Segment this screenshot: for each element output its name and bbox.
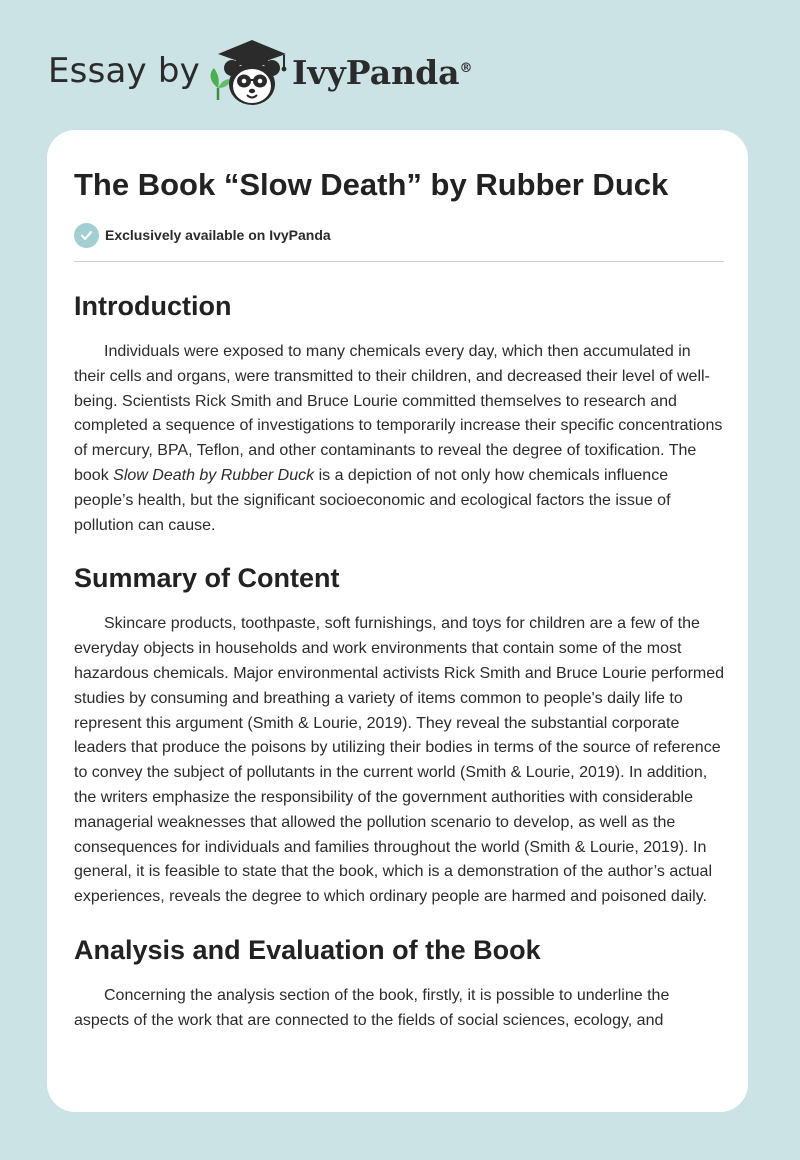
brand-name-text: IvyPanda xyxy=(292,53,460,92)
brand-name xyxy=(292,53,473,93)
brand-prefix: Essay by xyxy=(48,51,200,91)
section-paragraph: Skincare products, toothpaste, soft furnishings, and toys for children are a few of the everyday objects in households and work environments that contain some of the most hazardous chemicals. Major environmental activists Rick Smith and Bruce Lourie performed studies by consuming and breathing a variety of items common to people's daily life to represent this argument (Smith & Lourie, 2019). They reveal the substantial corporate leaders that produce the poisons by utilizing their bodies in terms of the source of reference to convey the subject of pollutants in the current world (Smith & Lourie, 2019). In addition, the writers emphasize the responsibility of the government authorities with considerable managerial weaknesses that allowed the pollution scenario to develop, as well as the consequences for individuals and families throughout the world (Smith & Lourie, 2019). In general, it is feasible to state that the book, which is a demonstration of the author’s actual experiences, reveals the degree to which ordinary people are harmed and poisoned daily. xyxy=(74,615,725,906)
brand-registered-mark: ® xyxy=(459,61,473,76)
check-circle-icon xyxy=(74,223,99,248)
section-paragraph: Concerning the analysis section of the book, firstly, it is possible to underline the aspects of the work that are connected to the fields of social sciences, ecology, and xyxy=(74,986,670,1029)
article-title: The Book “Slow Death” by Rubber Duck xyxy=(74,167,669,202)
brand-header xyxy=(48,38,488,110)
section-heading: Analysis and Evaluation of the Book xyxy=(74,934,541,965)
title-divider xyxy=(74,261,724,262)
exclusive-badge-label: Exclusively available on IvyPanda xyxy=(105,227,331,243)
paragraph-text: is a depiction of not only how chemicals influence people’s health, but the significant socioeconomic and ecological factors the issue of pollution can cause. xyxy=(74,466,671,534)
panda-logo-icon xyxy=(204,38,294,110)
section-heading: Summary of Content xyxy=(74,563,340,594)
article-body xyxy=(74,280,726,1034)
exclusive-badge xyxy=(74,222,331,248)
section-introduction xyxy=(74,280,726,538)
section-heading: Introduction xyxy=(74,291,232,321)
section-paragraph xyxy=(74,340,726,538)
article-card xyxy=(47,130,748,1112)
section-analysis xyxy=(74,924,726,1034)
book-title-italic: Slow Death by Rubber Duck xyxy=(113,466,315,484)
paragraph-text: Individuals were exposed to many chemicals every day, which then accumulated in their cells and organs, were transmitted to their children, and decreased their level of well-being. Scientists Rick Smith and Bruce Lourie committed themselves to research and completed a sequence of investigations to temporarily increase their specific concentrations of mercury, BPA, Teflon, and other contaminants to reveal the degree of toxification. The book xyxy=(74,343,723,484)
section-summary xyxy=(74,552,726,910)
